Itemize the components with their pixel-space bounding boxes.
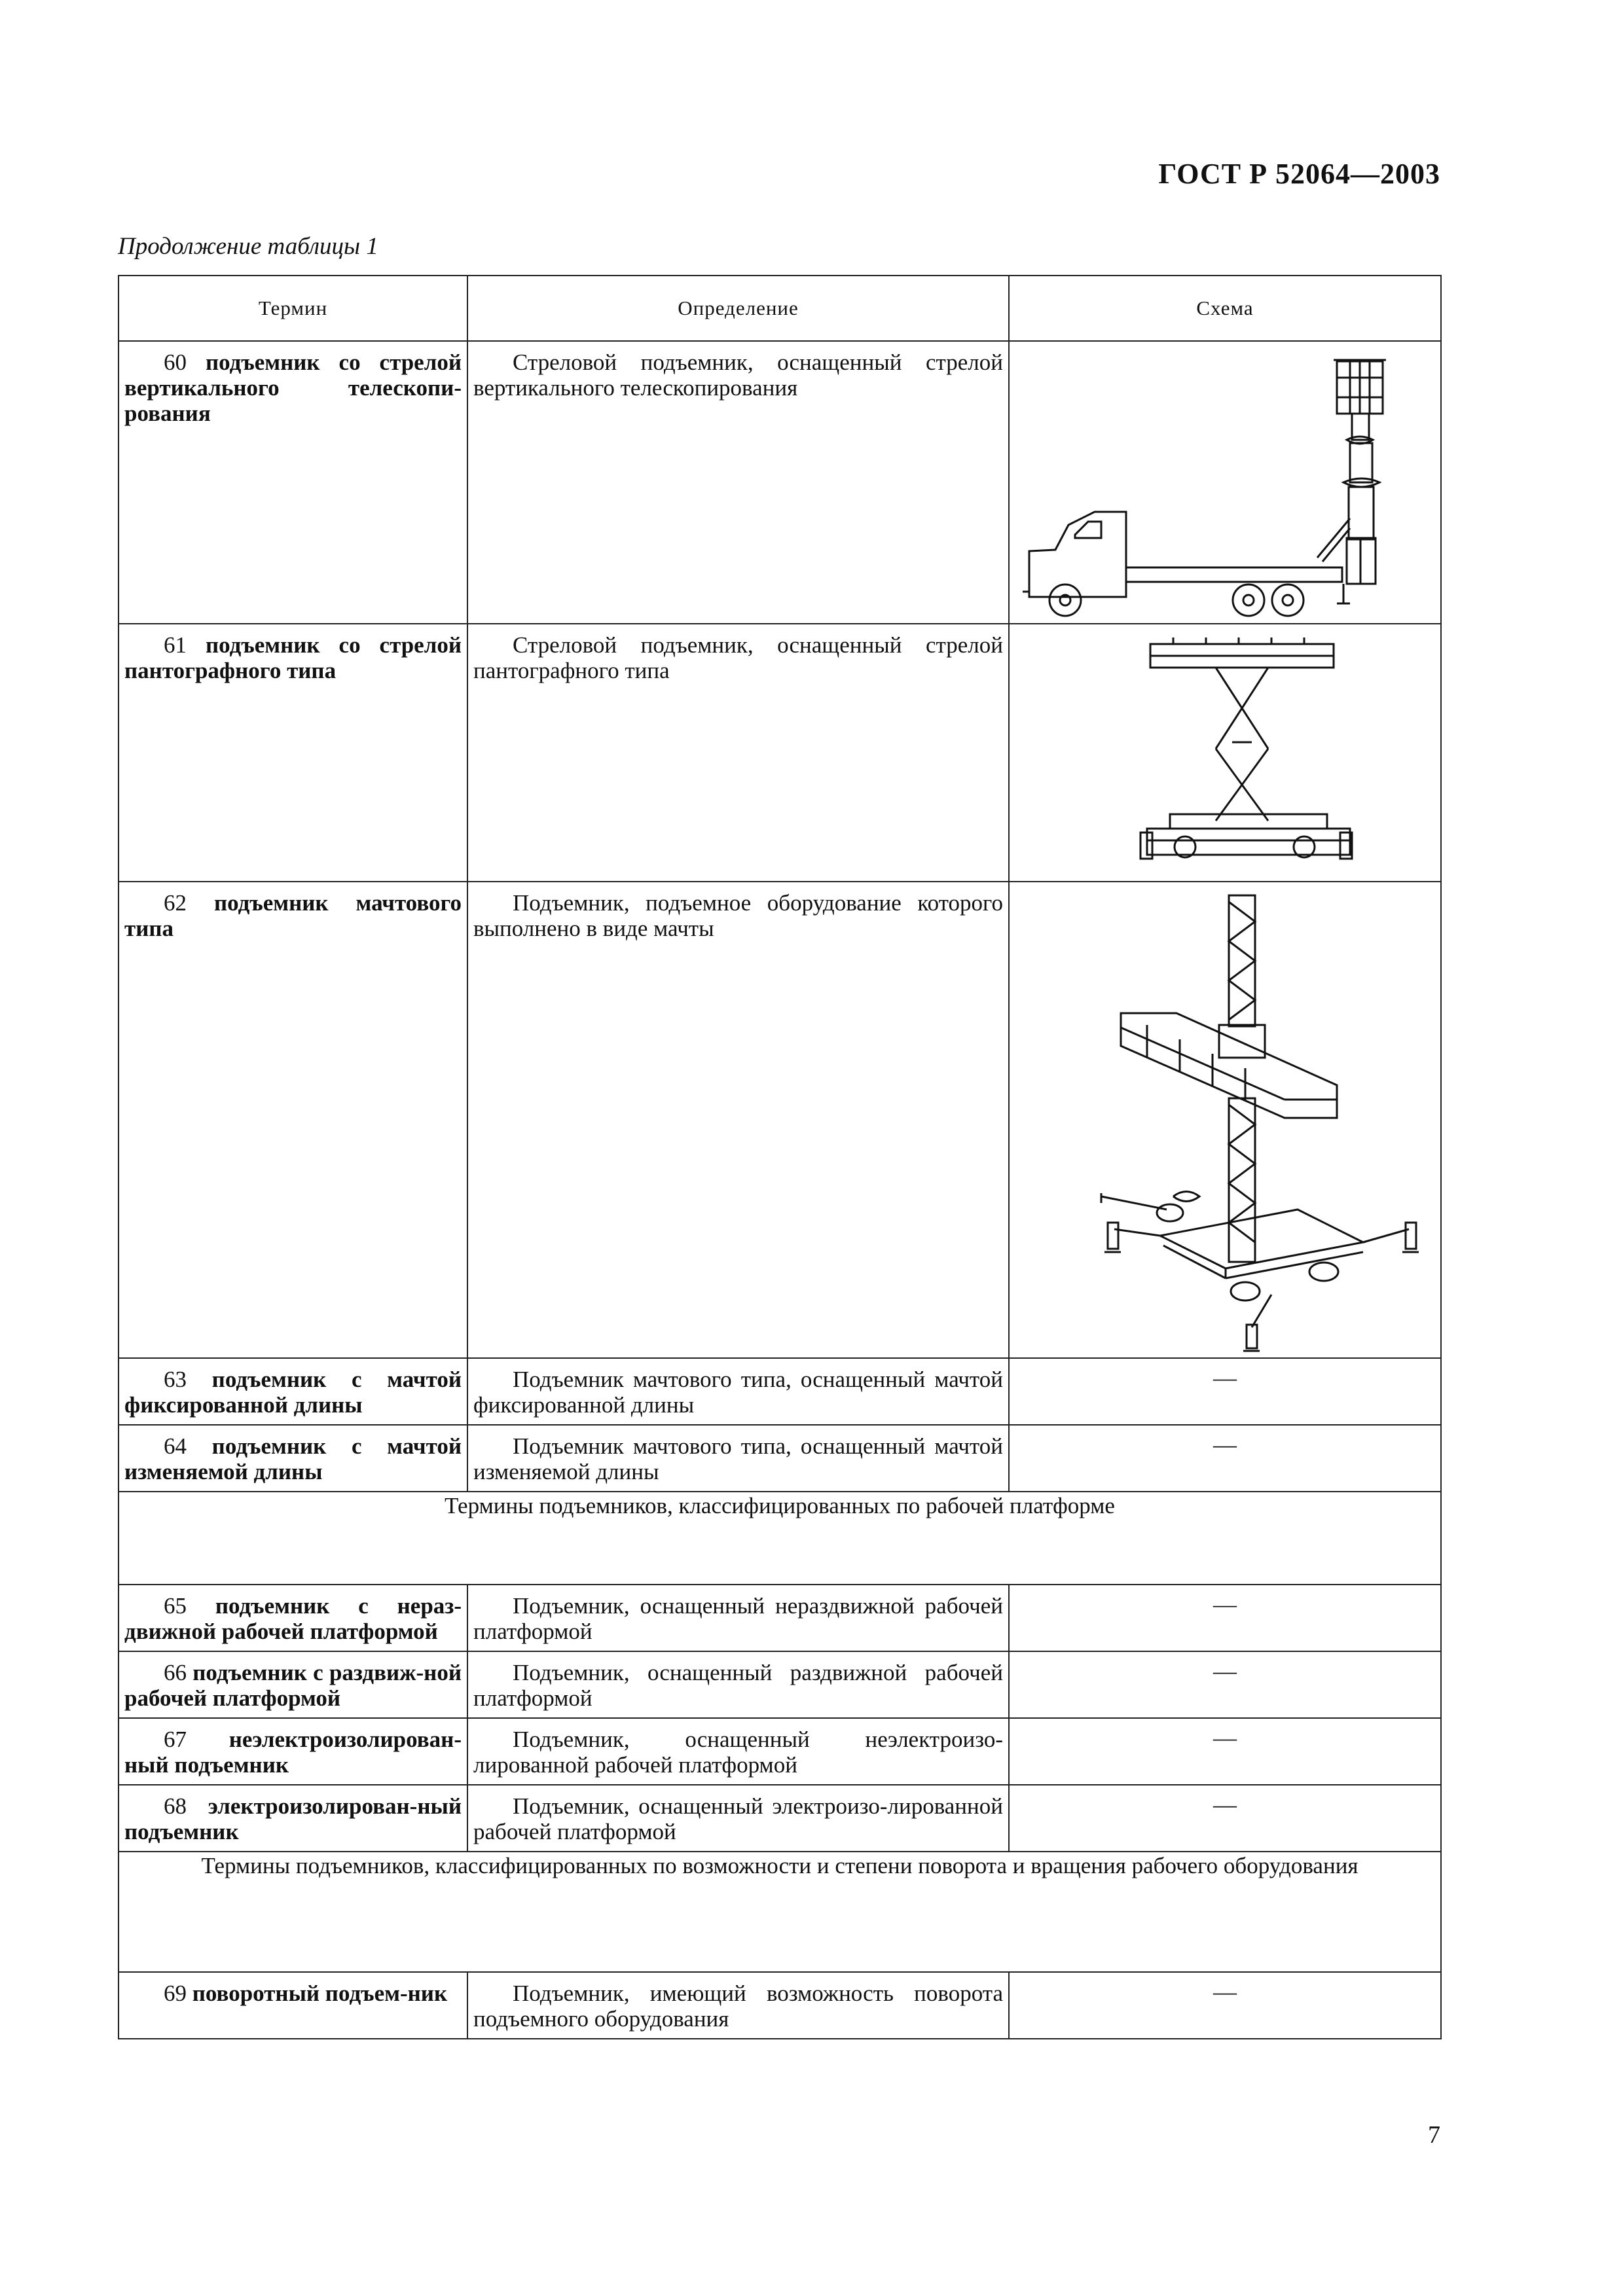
definition-cell: [467, 882, 1009, 1358]
definition-cell: [467, 341, 1009, 624]
term-name: подъемник со стрелой вертикального телескопи-рования: [124, 350, 462, 426]
scheme-dash: —: [1213, 1591, 1237, 1617]
column-header-scheme: Схема: [1009, 276, 1441, 341]
term-name: поворотный подъем-ник: [192, 1981, 448, 2006]
term-name: подъемник с мачтой изменяемой длины: [124, 1433, 462, 1484]
definition-cell: [467, 624, 1009, 882]
term-number: 60: [164, 350, 187, 375]
definition-cell: [467, 1358, 1009, 1425]
definition-cell: [467, 1651, 1009, 1718]
term-cell: [119, 624, 467, 882]
table-caption: Продолжение таблицы 1: [118, 233, 378, 260]
term-number: 62: [164, 890, 187, 916]
definition-text: Подъемник, имеющий возможность поворота подъемного оборудования: [473, 1981, 1003, 2032]
term-number: 66: [164, 1660, 187, 1685]
term-cell: [119, 1425, 467, 1492]
term-cell: [119, 341, 467, 624]
definition-text: Подъемник, оснащенный нераздвижной рабочей платформой: [473, 1593, 1003, 1644]
scheme-cell: [1009, 1425, 1441, 1492]
pantograph-boom-icon: [1010, 624, 1439, 880]
term-name: подъемник мачтового типа: [124, 890, 462, 941]
mast-lift-icon: [1010, 882, 1439, 1356]
term-name: подъемник с раздвиж-ной рабочей платформой: [124, 1660, 462, 1711]
scheme-cell: [1009, 1785, 1441, 1852]
terms-table: [118, 275, 1442, 2039]
term-cell: [119, 1972, 467, 2039]
scheme-cell: [1009, 624, 1441, 882]
column-header-definition: Определение: [467, 276, 1009, 341]
table-row: [119, 1785, 1441, 1852]
term-name: подъемник с мачтой фиксированной длины: [124, 1367, 462, 1418]
scheme-cell: [1009, 341, 1441, 624]
scheme-cell: [1009, 1972, 1441, 2039]
scheme-cell: [1009, 1651, 1441, 1718]
definition-cell: [467, 1718, 1009, 1785]
table-row: [119, 624, 1441, 882]
definition-cell: [467, 1425, 1009, 1492]
definition-cell: [467, 1585, 1009, 1651]
term-number: 65: [164, 1593, 187, 1619]
table-row: [119, 1972, 1441, 2039]
term-number: 69: [164, 1981, 187, 2006]
table-row: [119, 1425, 1441, 1492]
scheme-dash: —: [1213, 1725, 1237, 1751]
definition-text: Подъемник, оснащенный раздвижной рабочей платформой: [473, 1660, 1003, 1711]
table-row: [119, 1718, 1441, 1785]
scheme-cell: [1009, 1358, 1441, 1425]
definition-cell: [467, 1972, 1009, 2039]
term-name: неэлектроизолирован-ный подъемник: [124, 1727, 462, 1778]
column-header-term: Термин: [119, 276, 467, 341]
scheme-cell: [1009, 1718, 1441, 1785]
scheme-dash: —: [1213, 1658, 1237, 1684]
definition-text: Подъемник, оснащенный электроизо-лированной рабочей платформой: [473, 1793, 1003, 1844]
vertical-telescopic-boom-truck-icon: [1010, 342, 1439, 623]
term-number: 63: [164, 1367, 187, 1392]
definition-text: Подъемник мачтового типа, оснащенный мачтой фиксированной длины: [473, 1367, 1003, 1418]
scheme-dash: —: [1213, 1791, 1237, 1818]
section-heading: Термины подъемников, классифицированных по возможности и степени поворота и вращения рабочего оборудования: [119, 1852, 1441, 1972]
scheme-dash: —: [1213, 1431, 1237, 1458]
definition-text: Стреловой подъемник, оснащенный стрелой пантографного типа: [473, 632, 1003, 683]
definition-cell: [467, 1785, 1009, 1852]
term-cell: [119, 1718, 467, 1785]
table-row: [119, 1585, 1441, 1651]
term-number: 61: [164, 632, 187, 658]
document-code: ГОСТ Р 52064—2003: [1158, 158, 1440, 190]
term-number: 68: [164, 1793, 187, 1819]
section-row: [119, 1492, 1441, 1585]
page-number: 7: [1428, 2121, 1440, 2149]
term-name: подъемник с нераз-движной рабочей платформой: [124, 1593, 462, 1644]
table-row: [119, 1651, 1441, 1718]
section-heading: Термины подъемников, классифицированных по рабочей платформе: [119, 1492, 1441, 1585]
table-row: [119, 882, 1441, 1358]
term-cell: [119, 1585, 467, 1651]
definition-text: Подъемник, оснащенный неэлектроизо-лированной рабочей платформой: [473, 1727, 1003, 1778]
definition-text: Стреловой подъемник, оснащенный стрелой вертикального телескопирования: [473, 350, 1003, 401]
scheme-dash: —: [1213, 1365, 1237, 1391]
term-cell: [119, 882, 467, 1358]
table-row: [119, 1358, 1441, 1425]
table-header-row: [119, 276, 1441, 341]
definition-text: Подъемник, подъемное оборудование которого выполнено в виде мачты: [473, 890, 1003, 941]
definition-text: Подъемник мачтового типа, оснащенный мачтой изменяемой длины: [473, 1433, 1003, 1484]
scheme-cell: [1009, 882, 1441, 1358]
scheme-cell: [1009, 1585, 1441, 1651]
term-cell: [119, 1358, 467, 1425]
term-number: 67: [164, 1727, 187, 1752]
term-name: подъемник со стрелой пантографного типа: [124, 632, 462, 683]
term-name: электроизолирован-ный подъемник: [124, 1793, 462, 1844]
term-cell: [119, 1651, 467, 1718]
term-cell: [119, 1785, 467, 1852]
term-number: 64: [164, 1433, 187, 1459]
section-row: [119, 1852, 1441, 1972]
scheme-dash: —: [1213, 1979, 1237, 2005]
table-row: [119, 341, 1441, 624]
